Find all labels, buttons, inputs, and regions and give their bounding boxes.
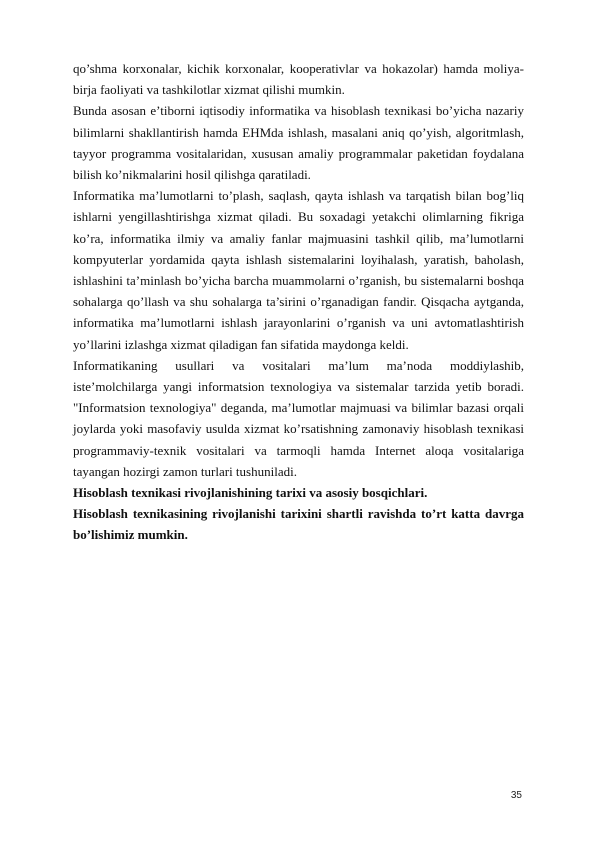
paragraph-4: Informatikaning usullari va vositalari ma’lum ma’noda moddiylashib, iste’molchilarga yangi informatsion texnologiya va sistemalar tarzida yetib boradi. "Informatsion texnologiya" deganda, ma’lumotlar majmuasi va bilimlar bazasi orqali joylarda yoki masofaviy usulda xizmat ko’rsatishning zamonaviy hisoblash texnikasi programmaviy-texnik vositalari va tarmoqli hamda Internet aloqa vositalariga tayangan hozirgi zamon turlari tushuniladi.: [73, 357, 524, 479]
bold-paragraph: Hisoblash texnikasining rivojlanishi tarixini shartli ravishda to’rt katta davrga bo’lishimiz mumkin.: [73, 506, 524, 543]
paragraph-3: Informatika ma’lumotlarni to’plash, saqlash, qayta ishlash va tarqatish bilan bog’liq ishlarni yengillashtirishga xizmat qiladi. Bu soxadagi yetakchi olimlarning fikriga ko’ra, informatika ilmiy va amaliy fanlar majmuasini tashkil qilib, ma’lumotlarni kompyuterlar yordamida qayta ishlash sistemalarini loyihalash, yaratish, baholash, ishlashini ta’minlash bo’yicha barcha muammolarni o’rganish, bu sistemalarni boshqa sohalarga qo’llash va shu sohalarga ta’sirini o’rganadigan fandir. Qisqacha aytganda, informatika ma’lumotlarni ishlash jarayonlarini o’rganish va uni avtomatlashtirish yo’llarini izlashga xizmat qiladigan fan sifatida maydonga keldi.: [73, 188, 524, 352]
body-text: [73, 58, 524, 546]
page-number: 35: [510, 790, 522, 801]
section-heading: Hisoblash texnikasi rivojlanishining tarixi va asosiy bosqichlari.: [73, 485, 428, 501]
paragraph-1: qo’shma korxonalar, kichik korxonalar, kooperativlar va hokazolar) hamda moliya-birja faoliyati va tashkilotlar xizmat qilishi mumkin.: [73, 61, 524, 98]
paragraph-2: Bunda asosan e’tiborni iqtisodiy informatika va hisoblash texnikasi bo’yicha nazariy bilimlarni shakllantirish hamda EHMda ishlash, masalani aniq qo’yish, algoritmlash, tayyor programma vositalaridan, xususan amaliy programmalar paketidan foydalana bilish ko’nikmalarini hosil qilishga qaratiladi.: [73, 103, 524, 183]
